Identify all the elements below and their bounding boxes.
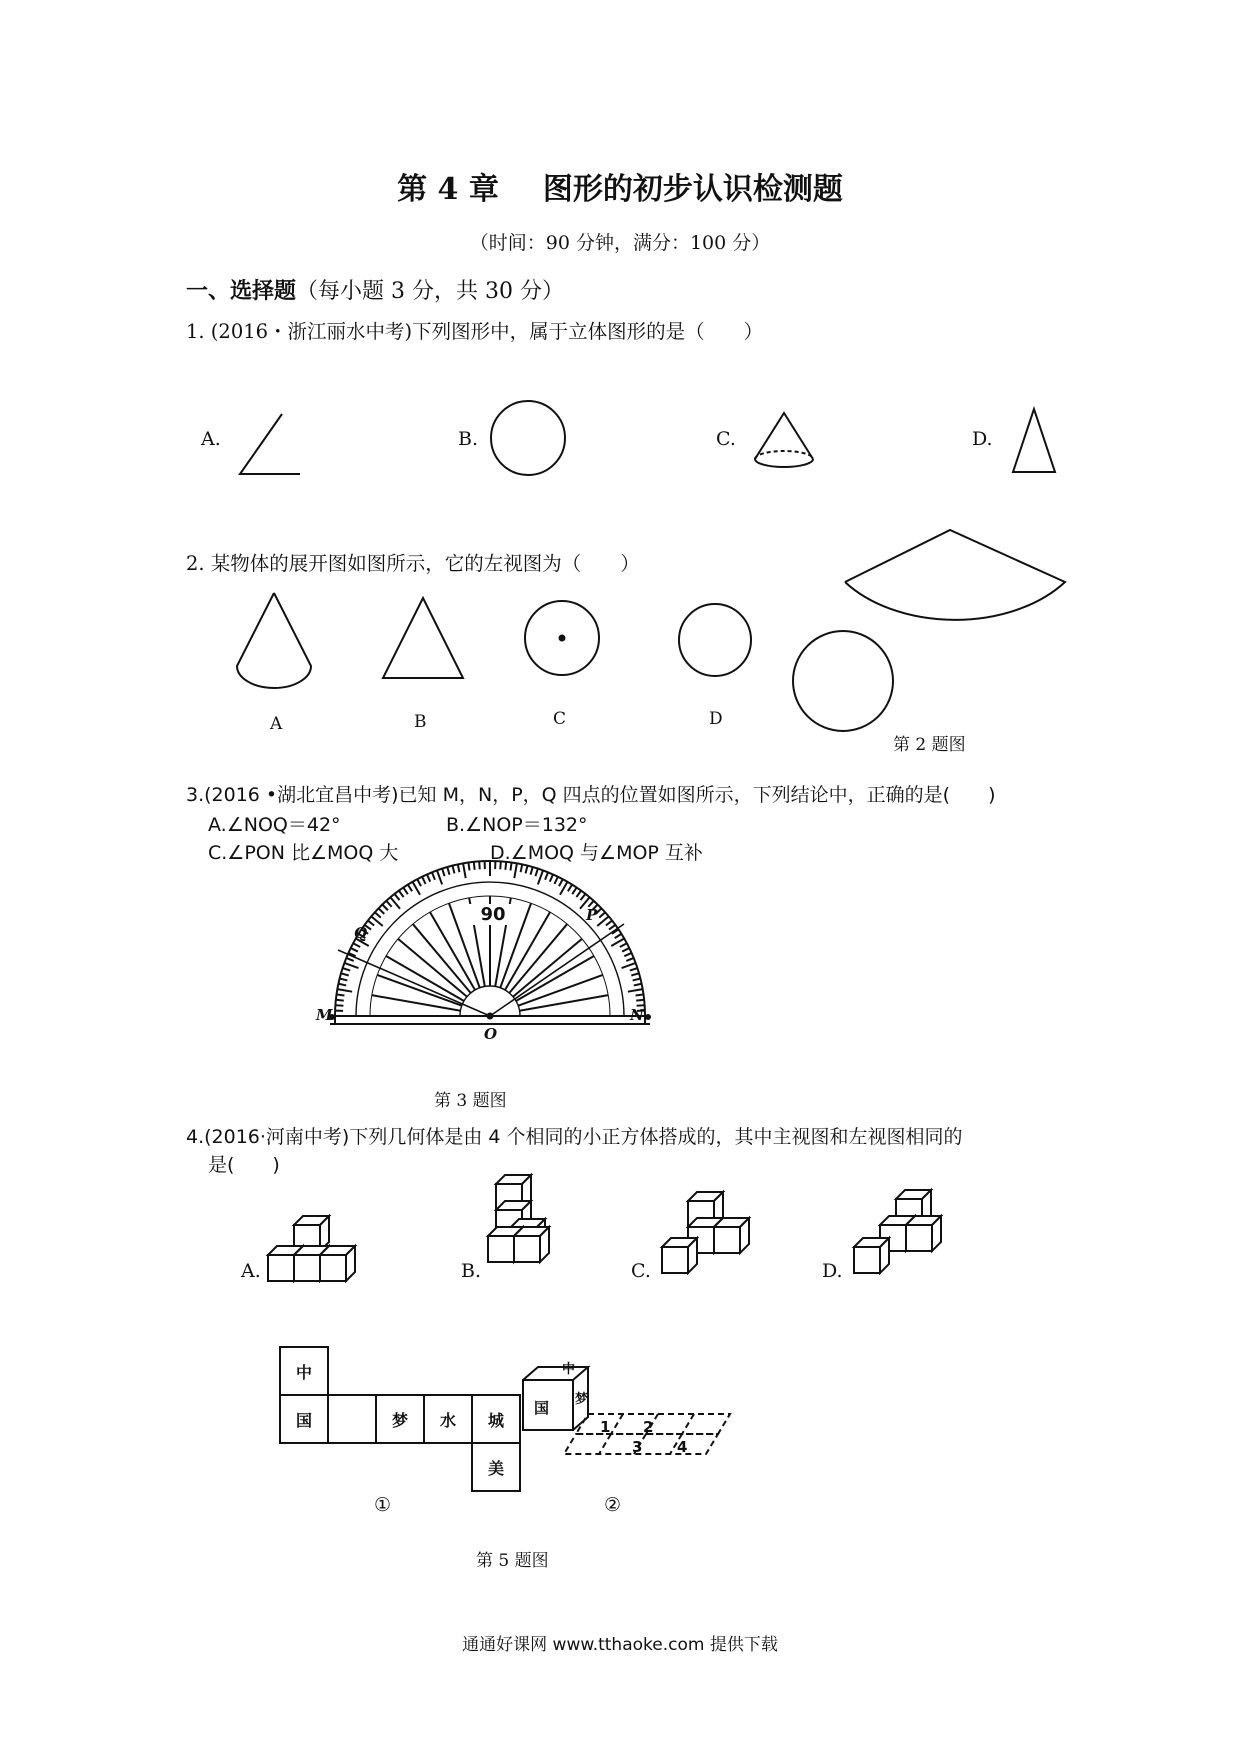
section-note: （每小题 3 分，共 30 分） (296, 279, 564, 304)
protractor-tick (338, 984, 346, 986)
protractor-tick (375, 912, 381, 917)
protractor-tick (633, 979, 641, 981)
protractor-tick (382, 905, 388, 911)
protractor-tick (453, 866, 455, 874)
q4-option-b-figure (484, 1170, 594, 1300)
protractor-tick (510, 863, 511, 871)
q1-option-c-label: C. (716, 428, 736, 450)
net-cell-6: 美 (471, 1442, 521, 1492)
small-cube (714, 1218, 749, 1253)
q4-option-a-figure (264, 1185, 404, 1295)
protractor-tick (422, 877, 426, 884)
q1-triangle-figure (1010, 406, 1070, 486)
protractor-tick (344, 963, 358, 968)
net-cell-2: 国 (279, 1394, 329, 1444)
protractor-tick (572, 887, 576, 894)
point-o-label: O (484, 1025, 498, 1043)
q2-net-figure (790, 530, 1070, 730)
protractor-tick (395, 894, 400, 900)
q5-cube-figure (520, 1364, 750, 1474)
protractor-tick (353, 943, 360, 947)
section-label: 一、选择题 (186, 278, 297, 304)
q2-option-c-figure (524, 600, 604, 680)
protractor-tick (379, 908, 385, 914)
protractor-tick (599, 912, 605, 917)
protractor-tick (514, 863, 517, 878)
question-1: 1. (2016・浙江丽水中考)下列图形中，属于立体图形的是（ ） (186, 320, 764, 343)
q2-option-b-label: B (414, 712, 427, 732)
protractor-tick (545, 872, 548, 879)
protractor-ray (377, 975, 462, 1006)
protractor-tick (636, 1000, 644, 1001)
position-2: 2 (643, 1418, 654, 1436)
section-heading (186, 274, 564, 305)
q1-option-a-label: A. (201, 428, 221, 450)
protractor-tick (622, 963, 636, 968)
q1-angle-figure (238, 412, 308, 482)
q1-circle-figure (490, 400, 570, 480)
q4-option-c-figure (654, 1185, 764, 1295)
protractor-tick (609, 925, 615, 930)
protractor-tick (474, 862, 475, 870)
q2-option-d-label: D (709, 709, 723, 729)
q1-option-b-label: B. (458, 428, 479, 450)
protractor-tick (505, 862, 506, 870)
net-cell-empty (327, 1394, 377, 1444)
protractor-tick (417, 879, 421, 886)
protractor-tick (550, 874, 553, 881)
net-cell-5: 城 (471, 1394, 521, 1444)
q2-option-a-figure (234, 590, 324, 690)
protractor-tick (386, 901, 391, 907)
protractor-tick (526, 866, 528, 874)
q3-option-a: A.∠NOQ＝42° (208, 814, 341, 836)
protractor-tick (631, 973, 639, 975)
exam-info: （时间：90 分钟，满分：100 分） (469, 232, 771, 254)
protractor-90-label: 90 (468, 904, 518, 925)
protractor-tick (581, 894, 586, 900)
question-4: 4.(2016·河南中考)下列几何体是由 4 个相同的小正方体搭成的，其中主视图和左视图相同的 (186, 1126, 963, 1148)
protractor-tick (559, 879, 563, 886)
protractor-tick (442, 869, 444, 877)
q4-option-a-label: A. (241, 1260, 261, 1282)
protractor-tick (346, 958, 353, 961)
q5-caption: 第 5 题图 (476, 1551, 549, 1571)
q1-cone-figure (752, 410, 822, 490)
protractor-tick (531, 867, 533, 875)
protractor-tick (463, 863, 466, 878)
protractor-tick (368, 921, 374, 926)
point-q-label: Q (354, 924, 368, 942)
protractor-tick (343, 968, 351, 970)
question-4-continued: 是( ) (208, 1154, 280, 1176)
protractor-tick (535, 869, 537, 877)
q2-option-c-label: C (553, 709, 567, 729)
protractor-tick (630, 968, 638, 970)
protractor-tick (554, 877, 558, 884)
protractor-tick (437, 870, 442, 884)
protractor-tick (337, 994, 345, 995)
question-3: 3.(2016 •湖北宜昌中考)已知 M，N，P，Q 四点的位置如图所示，下列结论中，正确的是( ) (186, 784, 996, 806)
point-p-label: P (586, 906, 598, 924)
protractor-tick (336, 1000, 344, 1001)
protractor-tick (622, 948, 629, 952)
q3-option-c: C.∠PON 比∠MOQ 大 (208, 842, 399, 864)
q2-option-d-figure (678, 603, 758, 683)
protractor-ray (520, 995, 609, 1011)
cube-front-face: 国 (534, 1399, 550, 1417)
q2-option-b-figure (380, 596, 470, 686)
q4-option-c-label: C. (631, 1260, 651, 1282)
q4-option-b-label: B. (461, 1260, 482, 1282)
q3-caption: 第 3 题图 (434, 1091, 507, 1111)
protractor-tick (636, 994, 644, 995)
protractor-tick (606, 921, 612, 926)
figure-1-label: ① (374, 1494, 392, 1516)
q3-option-d: D.∠MOQ 与∠MOP 互补 (490, 842, 703, 864)
cube-right-face: 梦 (575, 1392, 589, 1407)
protractor-tick (634, 984, 642, 986)
protractor-tick (341, 973, 349, 975)
protractor-tick (521, 864, 523, 872)
small-cube (662, 1238, 697, 1273)
page-title (0, 164, 1240, 208)
protractor-tick (620, 943, 627, 947)
protractor-tick (628, 989, 643, 992)
protractor-tick (458, 864, 460, 872)
net-cell-3: 梦 (375, 1394, 425, 1444)
protractor-ray (518, 975, 603, 1006)
position-1: 1 (600, 1418, 611, 1436)
protractor-tick (427, 874, 430, 881)
small-cube (514, 1227, 549, 1262)
q3-option-b: B.∠NOP＝132° (446, 814, 588, 836)
protractor-tick (500, 861, 501, 869)
small-cube (906, 1216, 941, 1251)
q2-caption: 第 2 题图 (893, 735, 966, 755)
protractor-tick (615, 934, 622, 938)
protractor-tick (576, 891, 581, 897)
protractor-tick (403, 887, 407, 894)
chapter-number: 第 4 章 (397, 172, 499, 207)
protractor-tick (337, 989, 352, 992)
protractor-tick (432, 872, 435, 879)
protractor-tick (335, 1005, 343, 1006)
net-cell-4: 水 (423, 1394, 473, 1444)
protractor-tick (408, 885, 412, 892)
protractor-tick (538, 870, 543, 884)
q1-option-d-label: D. (972, 428, 993, 450)
net-cell-1: 中 (279, 1346, 329, 1396)
figure-2-label: ② (604, 1494, 622, 1516)
q4-option-d-label: D. (822, 1260, 843, 1282)
question-2: 2. 某物体的展开图如图所示，它的左视图为（ ） (186, 552, 640, 575)
protractor-tick (626, 958, 633, 961)
cube-top-face: 中 (562, 1362, 576, 1377)
position-3: 3 (632, 1438, 643, 1456)
protractor-tick (340, 979, 348, 981)
protractor-tick (468, 863, 469, 871)
point-m-label: M (316, 1006, 333, 1024)
point-n-label: N (630, 1006, 644, 1024)
protractor-tick (351, 948, 358, 952)
q2-option-a-label: A (270, 714, 283, 734)
protractor-tick (479, 861, 480, 869)
chapter-title: 图形的初步认识检测题 (542, 172, 843, 207)
position-4: 4 (677, 1438, 688, 1456)
protractor-tick (624, 953, 631, 956)
footer-source: 通通好课网 www.tthaoke.com 提供下载 (462, 1635, 778, 1655)
small-cube (854, 1238, 889, 1273)
q4-option-d-figure (846, 1185, 956, 1295)
protractor-tick (399, 891, 404, 897)
protractor-tick (568, 885, 572, 892)
small-cube (320, 1246, 355, 1281)
protractor-tick (447, 867, 449, 875)
